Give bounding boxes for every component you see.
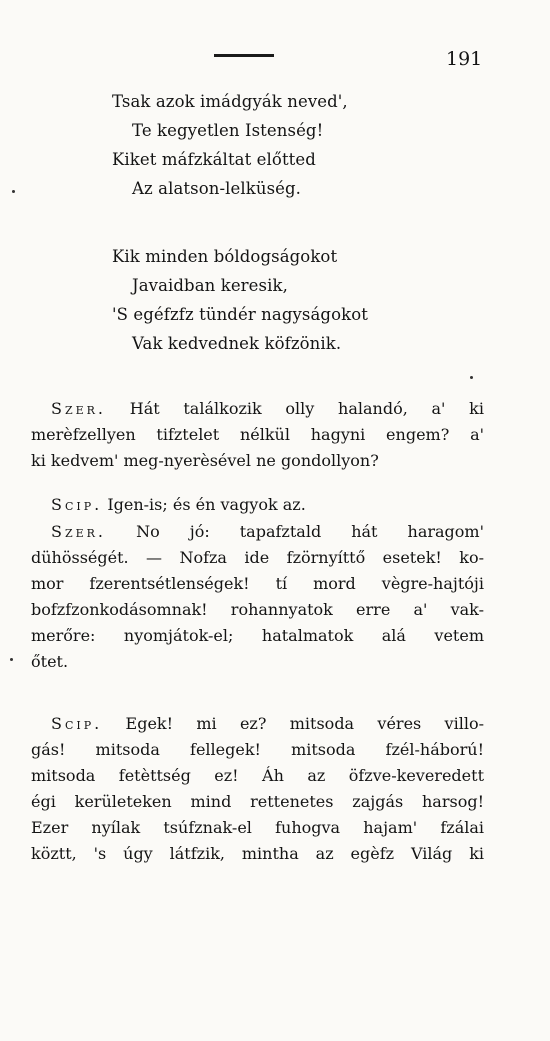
verse-line: 'S egéfzfz tündér nagyságokot (112, 305, 368, 324)
paragraph-line: merőre: nyomjátok-el; hatalmatok alá vetem (31, 626, 484, 645)
page-number: 191 (446, 48, 483, 70)
speaker-name: Scip. (51, 495, 103, 514)
dialogue-paragraph (31, 396, 484, 474)
verse-line: Kik minden bóldogságokot (112, 247, 338, 266)
verse-line: Tsak azok imádgyák neved', (112, 92, 348, 111)
paragraph-line: mitsoda fetèttség ez! Áh az öfzve-keveredett (31, 766, 484, 785)
paragraph-line: köztt, 's úgy látfzik, mintha az egèfz Világ ki (31, 844, 484, 863)
speaker-name: Scip. (51, 714, 103, 733)
speaker-name: Szer. (51, 522, 107, 541)
print-speck (10, 658, 13, 661)
verse-line: Vak kedvednek köfzönik. (132, 334, 342, 353)
paragraph-line: mor fzerentsétlenségek! tí mord vègre-hajtóji (31, 574, 484, 593)
verse-line: Javaidban keresik, (132, 276, 288, 295)
paragraph-line: őtet. (31, 652, 69, 671)
paragraph-line (31, 519, 484, 545)
paragraph-line: dühösségét. — Nofza ide fzörnyíttő esetek! ko- (31, 548, 484, 567)
print-speck (470, 376, 473, 379)
dialogue-paragraph (31, 711, 484, 867)
paragraph-line: ki kedvem' meg-nyerèsével ne gondollyon? (31, 451, 379, 470)
paragraph-text: No jó: tapafztald hát haragom' (136, 522, 485, 541)
verse-line: Kiket máfzkáltat előtted (112, 150, 316, 169)
verse-stanza-1 (112, 87, 348, 203)
header-rule (214, 54, 274, 57)
paragraph-line: bofzfzonkodásomnak! rohannyatok erre a' vak- (31, 600, 484, 619)
paragraph-text: Egek! mi ez? mitsoda véres villo- (125, 714, 484, 733)
paragraph-line (31, 492, 484, 518)
paragraph-line: gás! mitsoda fellegek! mitsoda fzél-háború! (31, 740, 484, 759)
paragraph-line: égi kerületeken mind rettenetes zajgás harsog! (31, 792, 484, 811)
paragraph-text: Hát találkozik olly halandó, a' ki (129, 399, 484, 418)
paragraph-line: Ezer nyílak tsúfznak-el fuhogva hajam' fzálai (31, 818, 484, 837)
paragraph-line (31, 396, 484, 422)
print-speck (12, 190, 15, 193)
speaker-name: Szer. (51, 399, 107, 418)
verse-stanza-2 (112, 242, 368, 358)
verse-line: Te kegyetlen Istenség! (132, 121, 324, 140)
dialogue-paragraph (31, 519, 484, 675)
dialogue-paragraph (31, 492, 484, 518)
paragraph-line: merèfzellyen tifztelet nélkül hagyni engem? a' (31, 425, 484, 444)
paragraph-text: Igen-is; és én vagyok az. (107, 495, 306, 514)
paragraph-line (31, 711, 484, 737)
verse-line: Az alatson-lelküség. (132, 179, 302, 198)
